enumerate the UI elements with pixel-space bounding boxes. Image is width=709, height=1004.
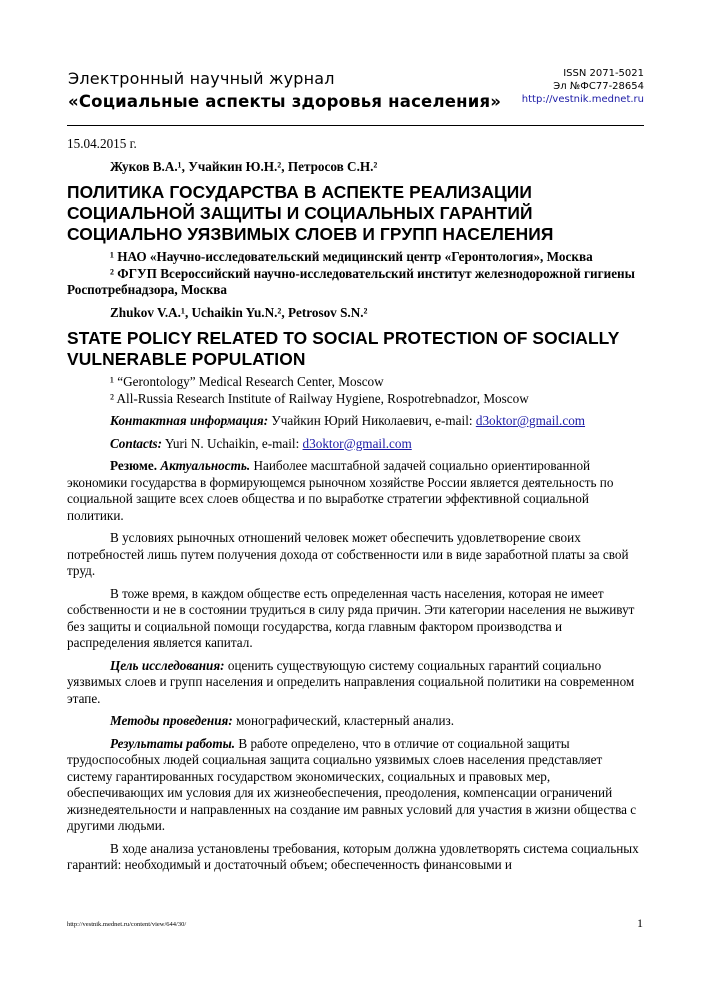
article-body [67,136,644,880]
results-paragraph [67,736,644,835]
paragraph-last: В ходе анализа установлены требования, которым должна удовлетворять система социальных гарантий: необходимый и достаточный объем; обеспеченность финансовыми и [67,840,639,872]
authors-ru: Жуков В.А.¹, Учайкин Ю.Н.², Петросов С.Н.² [110,158,378,174]
issn: ISSN 2071-5021 [563,68,644,79]
abstract-relevance [67,458,644,524]
journal-meta [522,67,644,106]
header-divider [67,125,644,126]
contact-ru-email-link[interactable]: d3oktor@gmail.com [475,413,586,428]
relevance-text: Наиболее масштабной задачей социально ориентированной экономики государства в формирующемся рыночном хозяйстве России является деятельность по социальной защите всех слоев общества и по выработке стратегии эффективной социальной политики. [67,458,614,523]
results-text: В работе определено, что в отличие от социальной защиты трудоспособных людей социальная защита социально уязвимых слоев населения представляет систему гарантированных государством экономических, социальных и правовых мер, обеспечивающих им условия для их жизнеобеспечения, преодоления, компенсации ограничений жизнедеятельности и направленных на создание им равных условий для участия в жизни общества с другими людьми. [67,735,637,833]
contact-en-email-link[interactable]: d3oktor@gmail.com [302,435,412,451]
methods-text: монографический, кластерный анализ. [232,713,455,728]
contact-en-text: Yuri N. Uchaikin, e-mail: [162,435,303,451]
title-ru: ПОЛИТИКА ГОСУДАРСТВА В АСПЕКТЕ РЕАЛИЗАЦИИ СОЦИАЛЬНОЙ ЗАЩИТЫ И СОЦИАЛЬНЫХ ГАРАНТИЙ СОЦИАЛЬНО УЯЗВИМЫХ СЛОЕВ И ГРУПП НАСЕЛЕНИЯ [67,182,554,244]
contact-en-label: Contacts: [110,435,163,451]
contact-ru-label: Контактная информация: [110,413,269,428]
aim-label: Цель исследования: [110,657,225,673]
affiliation-en-2: ² All-Russia Research Institute of Railway Hygiene, Rospotrebnadzor, Moscow [110,390,529,406]
aim-text: оценить существующую систему социальных гарантий социально уязвимых слоев и групп населения и определить направления социальной политики на современном этапе. [67,657,635,706]
journal-header [68,68,501,114]
contact-ru [67,413,644,430]
relevance-label: Актуальность. [160,458,251,473]
journal-name: «Социальные аспекты здоровья населения» [68,92,502,111]
aim-paragraph [67,658,644,708]
abstract-label: Резюме. [110,458,158,473]
footer-url[interactable]: http://vestnik.mednet.ru/content/view/644/30/ [67,921,187,928]
paragraph-2: В условиях рыночных отношений человек может обеспечить удовлетворение своих потребностей лишь путем получения дохода от собственности или в виде заработной платы за свой труд. [67,530,629,578]
title-en: STATE POLICY RELATED TO SOCIAL PROTECTION OF SOCIALLY VULNERABLE POPULATION [67,328,620,369]
authors-en: Zhukov V.A.¹, Uchaikin Yu.N.², Petrosov S.N.² [110,304,368,320]
results-label: Результаты работы. [110,735,236,751]
affiliation-en-1: ¹ “Gerontology” Medical Research Center, Moscow [110,374,384,389]
registration-number: Эл №ФС77-28654 [553,81,644,92]
publication-date: 15.04.2015 г. [67,136,137,151]
journal-url[interactable]: http://vestnik.mednet.ru [521,94,644,105]
journal-type: Электронный научный журнал [68,69,335,88]
page-number: 1 [637,916,643,930]
contact-ru-text: Учайкин Юрий Николаевич, e-mail: [268,413,476,428]
paragraph-3: В тоже время, в каждом обществе есть определенная часть населения, которая не имеет собственности и не в состоянии трудиться в силу ряда причин. Эти категории населения не выживут без защиты и социальной помощи государства, когда главным фактором производства и распределения является капитал. [67,585,635,650]
affiliation-ru-1: ¹ НАО «Научно-исследовательский медицинский центр «Геронтология», Москва [110,249,593,264]
contact-en [67,436,644,453]
methods-label: Методы проведения: [110,713,233,728]
methods-paragraph [67,713,644,730]
affiliation-ru-2: ² ФГУП Всероссийский научно-исследовательский институт железнодорожной гигиены Роспотребнадзора, Москва [67,265,635,297]
